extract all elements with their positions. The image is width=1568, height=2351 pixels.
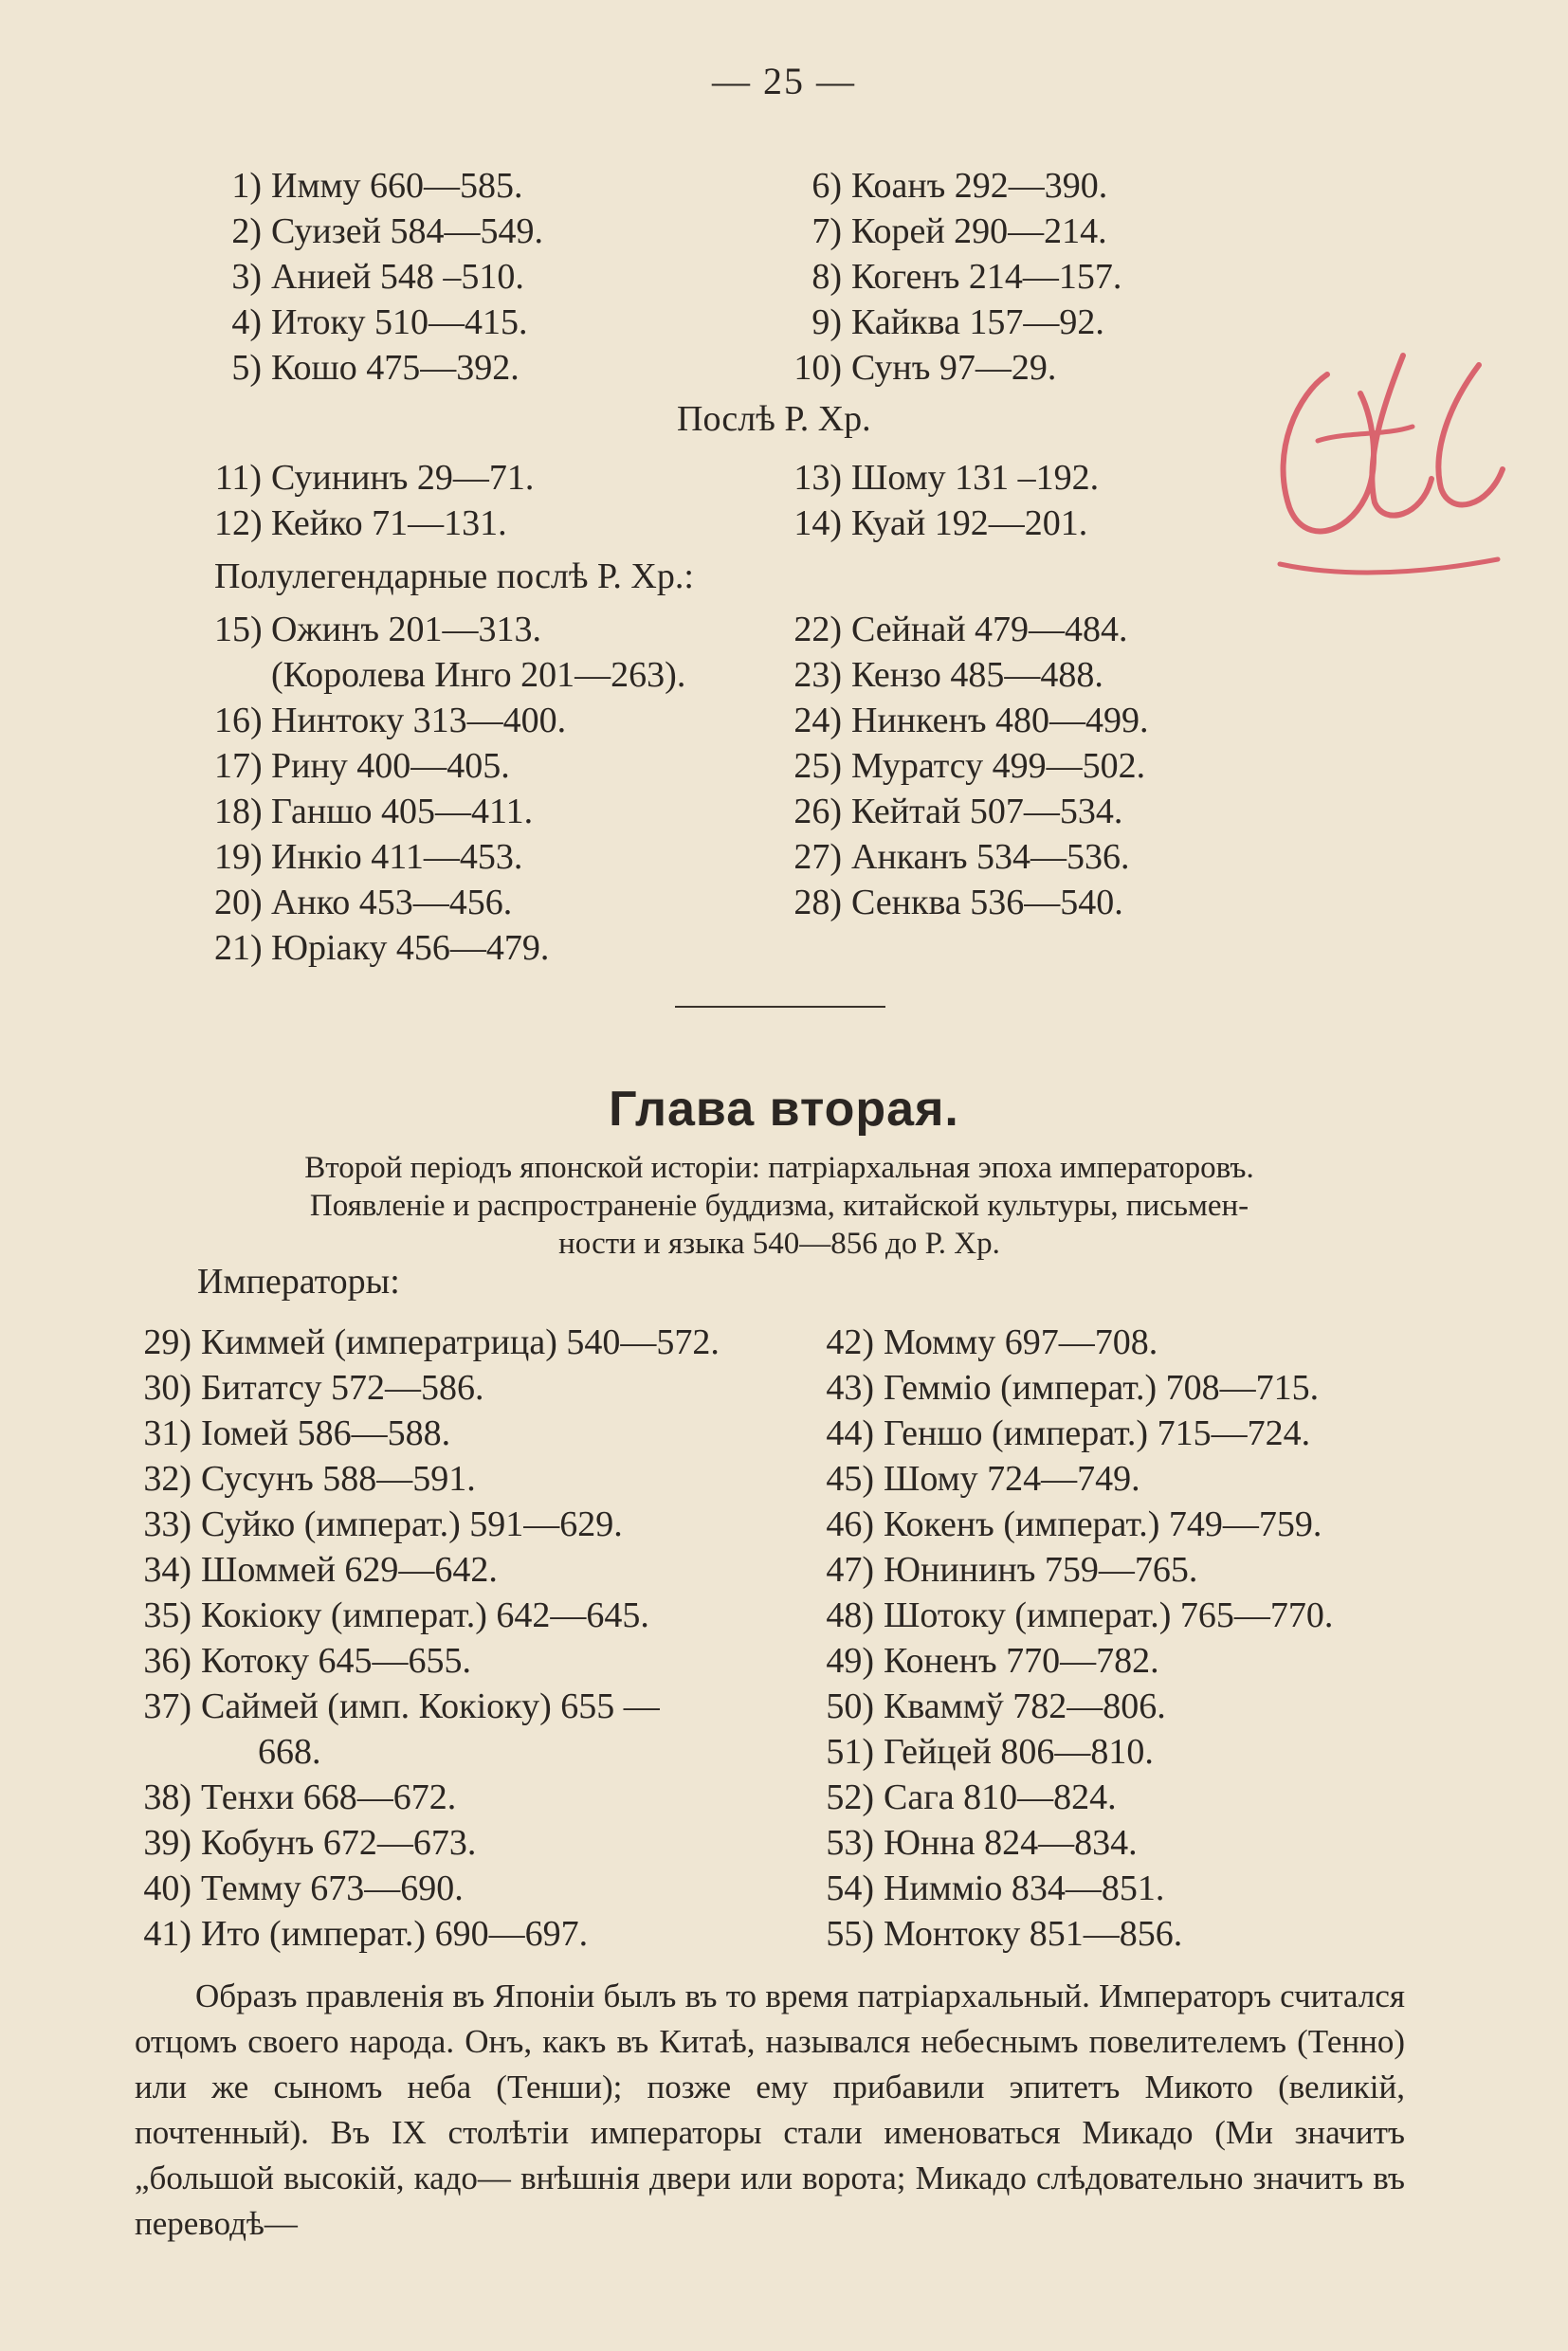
reign-text: Коненъ 770—782. <box>884 1641 1159 1681</box>
list-item <box>214 209 543 254</box>
reign-text: Итоку 510—415. <box>271 302 528 342</box>
list-item <box>135 1684 720 1729</box>
reign-text: Когенъ 214—157. <box>851 257 1122 297</box>
reign-text: Сусунъ 588—591. <box>201 1459 476 1499</box>
reign-text: Суизей 584—549. <box>271 211 543 251</box>
reign-text: Шоммей 629—642. <box>201 1550 498 1590</box>
list-item <box>214 789 566 834</box>
list-item <box>783 652 1148 698</box>
body-paragraph <box>135 1974 1405 2247</box>
reign-text: Шому 724—749. <box>884 1459 1140 1499</box>
list-item <box>135 1911 588 1957</box>
reign-number: 33) <box>143 1504 191 1544</box>
reign-text: Сага 810—824. <box>884 1777 1117 1817</box>
reign-number: 13) <box>793 458 842 498</box>
list-item <box>783 743 1148 789</box>
reign-number: 21) <box>214 928 263 968</box>
reign-text: Коанъ 292—390. <box>851 166 1108 206</box>
emperor-37-continued: 668. <box>258 1732 321 1772</box>
reign-number: 52) <box>826 1777 874 1817</box>
list-item <box>214 254 543 300</box>
reign-text: Темму 673—690. <box>201 1868 464 1908</box>
reign-number: 1) <box>231 166 262 206</box>
reign-list-left-sl <box>214 698 566 971</box>
reign-list-right-ac <box>783 455 1099 546</box>
semi-legendary-heading: Полулегендарные послѣ Р. Хр.: <box>214 556 694 596</box>
list-item <box>135 1411 720 1456</box>
reign-text: Кензо 485—488. <box>851 655 1103 695</box>
reign-number: 39) <box>143 1823 191 1863</box>
reign-number: 23) <box>793 655 842 695</box>
list-item <box>783 254 1121 300</box>
page-number: — 25 — <box>712 60 856 102</box>
list-item <box>135 1456 720 1502</box>
reign-text: Котоку 645—655. <box>201 1641 471 1681</box>
reign-text: Кейко 71—131. <box>271 503 507 543</box>
reign-number: 54) <box>826 1868 874 1908</box>
reign-list-left-ac <box>214 455 534 546</box>
list-item <box>783 455 1099 501</box>
reign-number: 5) <box>231 348 262 388</box>
reign-number: 14) <box>793 503 842 543</box>
list-item <box>817 1820 1333 1866</box>
reign-text: Кейтай 507—534. <box>851 792 1123 831</box>
reign-text: Битатсу 572—586. <box>201 1368 484 1408</box>
list-item <box>817 1638 1333 1684</box>
reign-number: 3) <box>231 257 262 297</box>
reign-text: Шотоку (императ.) 765—770. <box>884 1595 1334 1635</box>
reign-number: 50) <box>826 1686 874 1726</box>
list-item <box>817 1411 1333 1456</box>
reign-text: Киммей (императрица) 540—572. <box>201 1322 720 1362</box>
section-divider <box>675 1006 885 1008</box>
reign-number: 4) <box>231 302 262 342</box>
list-item <box>135 1638 720 1684</box>
reign-number: 47) <box>826 1550 874 1590</box>
reign-text: Сейнай 479—484. <box>851 610 1128 649</box>
reign-text: Момму 697—708. <box>884 1322 1158 1362</box>
reign-number: 8) <box>811 257 842 297</box>
list-item <box>817 1593 1333 1638</box>
reign-text: Юнна 824—834. <box>884 1823 1138 1863</box>
reign-text: Сунъ 97—29. <box>851 348 1057 388</box>
reign-number: 55) <box>826 1914 874 1954</box>
list-item <box>214 607 541 652</box>
list-item <box>783 789 1148 834</box>
reign-number: 27) <box>793 837 842 877</box>
reign-text: Шому 131 –192. <box>851 458 1100 498</box>
list-item <box>135 1593 720 1638</box>
reign-number: 24) <box>793 701 842 740</box>
reign-text: Ито (императ.) 690—697. <box>201 1914 589 1954</box>
reign-text: Кошо 475—392. <box>271 348 520 388</box>
reign-number: 22) <box>793 610 842 649</box>
list-item <box>135 1502 720 1547</box>
reign-number: 6) <box>811 166 842 206</box>
reign-text: Кайква 157—92. <box>851 302 1104 342</box>
reign-number: 46) <box>826 1504 874 1544</box>
list-item <box>783 880 1148 925</box>
reign-text: Муратсу 499—502. <box>851 746 1146 786</box>
list-item <box>817 1320 1333 1365</box>
list-item <box>214 455 534 501</box>
list-item <box>783 209 1121 254</box>
reign-text: Кобунъ 672—673. <box>201 1823 477 1863</box>
subtitle-line: Появленіе и распространеніе буддизма, китайской культуры, письмен- <box>309 1189 1249 1223</box>
list-item <box>817 1365 1333 1411</box>
reign-number: 43) <box>826 1368 874 1408</box>
list-item <box>817 1547 1333 1593</box>
reign-number: 29) <box>143 1322 191 1362</box>
reign-text: Сенква 536—540. <box>851 883 1123 922</box>
reign-text: Нинтоку 313—400. <box>271 701 567 740</box>
reign-number: 15) <box>214 610 263 649</box>
queen-note: (Королева Инго 201—263). <box>271 655 686 695</box>
reign-number: 25) <box>793 746 842 786</box>
reign-number: 45) <box>826 1459 874 1499</box>
reign-text: Ганшо 405—411. <box>271 792 534 831</box>
list-item <box>214 743 566 789</box>
reign-text: Суининъ 29—71. <box>271 458 535 498</box>
reign-text: Монтоку 851—856. <box>884 1914 1183 1954</box>
reign-text: Кокіоку (императ.) 642—645. <box>201 1595 649 1635</box>
reign-text: Суйко (императ.) 591—629. <box>201 1504 623 1544</box>
reign-text: Анканъ 534—536. <box>851 837 1130 877</box>
reign-number: 35) <box>143 1595 191 1635</box>
reign-text: Куай 192—201. <box>851 503 1088 543</box>
list-item <box>214 698 566 743</box>
reign-list-right <box>783 163 1121 391</box>
emperors-heading: Императоры: <box>197 1262 400 1302</box>
reign-text: Анко 453—456. <box>271 883 513 922</box>
reign-text: Іомей 586—588. <box>201 1413 451 1453</box>
list-item <box>135 1775 588 1820</box>
list-item <box>214 925 566 971</box>
list-item <box>817 1502 1333 1547</box>
chapter-subtitle <box>135 1149 1424 1263</box>
emperor-list-left-2 <box>135 1775 588 1957</box>
reign-text: Инкіо 411—453. <box>271 837 523 877</box>
subtitle-line: ности и языка 540—856 до Р. Хр. <box>558 1227 1000 1261</box>
reign-number: 26) <box>793 792 842 831</box>
reign-number: 38) <box>143 1777 191 1817</box>
reign-number: 42) <box>826 1322 874 1362</box>
reign-number: 28) <box>793 883 842 922</box>
reign-list-left-sl-first <box>214 607 541 652</box>
list-item <box>214 880 566 925</box>
reign-text: Корей 290—214. <box>851 211 1107 251</box>
list-item <box>214 345 543 391</box>
reign-number: 32) <box>143 1459 191 1499</box>
list-item <box>214 300 543 345</box>
reign-number: 51) <box>826 1732 874 1772</box>
reign-number: 18) <box>214 792 263 831</box>
list-item <box>783 834 1148 880</box>
list-item <box>783 300 1121 345</box>
reign-number: 9) <box>811 302 842 342</box>
reign-number: 12) <box>214 503 263 543</box>
reign-text: Кокенъ (императ.) 749—759. <box>884 1504 1322 1544</box>
list-item <box>783 698 1148 743</box>
reign-number: 2) <box>231 211 262 251</box>
list-item <box>817 1456 1333 1502</box>
reign-text: Гемміо (императ.) 708—715. <box>884 1368 1320 1408</box>
reign-number: 16) <box>214 701 263 740</box>
paragraph-text: Образъ правленія въ Японіи былъ въ то время патріархальный. Императоръ считался отцомъ своего народа. Онъ, какъ въ Китаѣ, назывался небеснымъ повелителемъ (Тенно) или же сыномъ неба (Тенши); позже ему прибавили эпитетъ Микото (великій, почтенный). Въ IX столѣтіи императоры стали именоваться Микадо (Ми значитъ „большой высокій, кадо— внѣшнія двери или ворота; Микадо слѣдовательно значитъ въ переводѣ— <box>135 1977 1405 2242</box>
reign-number: 11) <box>214 458 262 498</box>
reign-number: 44) <box>826 1413 874 1453</box>
list-item <box>214 834 566 880</box>
handwritten-mark-icon <box>1261 337 1526 592</box>
reign-text: Юнининъ 759—765. <box>884 1550 1198 1590</box>
reign-text: Кваммў 782—806. <box>884 1686 1166 1726</box>
reign-number: 30) <box>143 1368 191 1408</box>
reign-number: 7) <box>811 211 842 251</box>
subtitle-line: Второй періодъ японской исторіи: патріархальная эпоха императоровъ. <box>304 1151 1254 1185</box>
list-item <box>783 345 1121 391</box>
reign-number: 49) <box>826 1641 874 1681</box>
list-item <box>135 1820 588 1866</box>
emperor-list-right <box>817 1320 1333 1957</box>
emperor-list-left <box>135 1320 720 1729</box>
list-item <box>817 1775 1333 1820</box>
reign-text: Рину 400—405. <box>271 746 510 786</box>
reign-number: 41) <box>143 1914 191 1954</box>
list-item <box>817 1866 1333 1911</box>
reign-number: 53) <box>826 1823 874 1863</box>
reign-text: Юріаку 456—479. <box>271 928 550 968</box>
reign-text: Геншо (императ.) 715—724. <box>884 1413 1311 1453</box>
reign-number: 37) <box>143 1686 191 1726</box>
after-christ-heading: Послѣ Р. Хр. <box>677 399 871 439</box>
reign-number: 40) <box>143 1868 191 1908</box>
reign-list-right-sl <box>783 607 1148 925</box>
list-item <box>783 501 1099 546</box>
reign-text: Нимміо 834—851. <box>884 1868 1165 1908</box>
list-item <box>817 1684 1333 1729</box>
reign-number: 31) <box>143 1413 191 1453</box>
reign-text: Саймей (имп. Кокіоку) 655 — <box>201 1686 660 1726</box>
list-item <box>135 1866 588 1911</box>
reign-number: 20) <box>214 883 263 922</box>
list-item <box>783 607 1148 652</box>
reign-number: 17) <box>214 746 263 786</box>
list-item <box>783 163 1121 209</box>
list-item <box>214 163 543 209</box>
list-item <box>135 1365 720 1411</box>
reign-number: 48) <box>826 1595 874 1635</box>
reign-list-left <box>214 163 543 391</box>
list-item <box>817 1911 1333 1957</box>
reign-number: 34) <box>143 1550 191 1590</box>
reign-text: Нинкенъ 480—499. <box>851 701 1149 740</box>
chapter-title: Глава вторая. <box>609 1082 959 1137</box>
reign-text: Имму 660—585. <box>271 166 523 206</box>
list-item <box>817 1729 1333 1775</box>
reign-text: Тенхи 668—672. <box>201 1777 457 1817</box>
list-item <box>214 501 534 546</box>
reign-number: 19) <box>214 837 263 877</box>
reign-text: Гейцей 806—810. <box>884 1732 1154 1772</box>
reign-number: 36) <box>143 1641 191 1681</box>
list-item <box>135 1320 720 1365</box>
reign-text: Анией 548 –510. <box>271 257 524 297</box>
reign-text: Ожинъ 201—313. <box>271 610 542 649</box>
list-item <box>135 1547 720 1593</box>
reign-number: 10) <box>793 348 842 388</box>
